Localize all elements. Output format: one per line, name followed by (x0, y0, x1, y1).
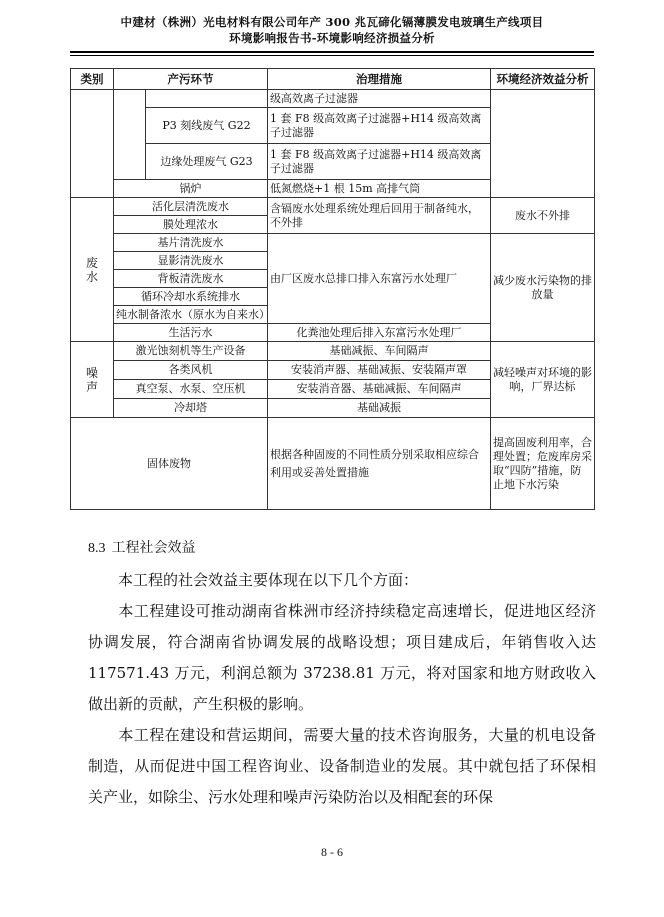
noise-category: 噪 声 (71, 342, 114, 418)
paragraph-text: 本工程建设可推动湖南省株洲市经济持续稳定高速增长，促进地区经济协调发展，符合湖南省协调发展的战略设想；项目建成后，年销售收入达 117571.43 万元，利润总额为 37238.81 万元，将对国家和地方财政收入做出新的贡献，产生积极的影响。 (88, 602, 596, 713)
paragraph (88, 565, 596, 596)
p3-measure: 1 套 F8 级高效离子过滤器+H14 级高效离子过滤器 (268, 108, 491, 144)
water-item: 纯水制备浓水（原水为自来水） (114, 306, 268, 324)
noise-item: 各类风机 (114, 361, 268, 380)
page-number: 8 - 6 (321, 845, 343, 859)
water-benefit-1: 废水不外排 (491, 198, 595, 234)
col-header-measure: 治理措施 (268, 69, 491, 90)
section-heading (88, 537, 196, 557)
table-row (71, 198, 595, 216)
table-row (71, 342, 595, 361)
header-rule-thin (70, 55, 594, 56)
table-row (71, 418, 595, 510)
water-measure-3: 化粪池处理后排入东富污水处理厂 (268, 324, 491, 342)
gas-measure-cont: 级高效离子过滤器 (268, 90, 491, 108)
noise-benefit: 减轻噪声对环境的影响，厂界达标 (491, 342, 595, 418)
header-rule (70, 51, 594, 53)
solid-waste-label: 固体废物 (71, 418, 268, 510)
water-benefit-2: 减少废水污染物的排放量 (491, 234, 595, 342)
gas-benefit-cell (491, 90, 595, 198)
water-item: 显影清洗废水 (114, 252, 268, 270)
paragraph-text: 本工程的社会效益主要体现在以下几个方面： (118, 571, 419, 589)
noise-measure: 基础减振 (268, 399, 491, 418)
p3-source: P3 刻线废气 G22 (146, 108, 268, 144)
water-measure-1: 含镉废水处理系统处理后回用于制备纯水，不外排 (268, 198, 491, 234)
noise-measure: 基础减振、车间隔声 (268, 342, 491, 361)
header-subtitle: 环境影响报告书-环境影响经济损益分析 (229, 31, 435, 45)
table-header-row (71, 69, 595, 90)
edge-source: 边缘处理废气 G23 (146, 144, 268, 180)
col-header-category: 类别 (71, 69, 114, 90)
paragraph (88, 720, 596, 813)
noise-item: 冷却塔 (114, 399, 268, 418)
water-item: 循环冷却水系统排水 (114, 288, 268, 306)
solid-waste-benefit: 提高固废利用率，合理处置；危废库房采取“四防”措施，防止地下水污染 (491, 418, 595, 510)
water-category: 废 水 (71, 198, 114, 342)
water-item: 生活污水 (114, 324, 268, 342)
gas-category-cell (71, 90, 114, 198)
page-header (70, 14, 594, 46)
header-title: 中建材（株洲）光电材料有限公司年产 300 兆瓦碲化镉薄膜发电玻璃生产线项目 (120, 15, 544, 29)
table-row (71, 90, 595, 108)
water-measure-2: 由厂区废水总排口排入东富污水处理厂 (268, 234, 491, 324)
section-title: 工程社会效益 (111, 540, 196, 556)
water-item: 膜处理浓水 (114, 216, 268, 234)
boiler-measure: 低氮燃烧+1 根 15m 高排气筒 (268, 180, 491, 198)
water-item: 基片清洗废水 (114, 234, 268, 252)
gas-subcategory-cell (114, 90, 146, 180)
noise-item: 激光蚀刻机等生产设备 (114, 342, 268, 361)
water-item: 活化层清洗废水 (114, 198, 268, 216)
gas-source-cont (146, 90, 268, 108)
paragraph-text: 本工程在建设和营运期间，需要大量的技术咨询服务，大量的机电设备制造，从而促进中国工程咨询业、设备制造业的发展。其中就包括了环保相关产业，如除尘、污水处理和噪声污染防治以及相配套的环保 (88, 726, 596, 806)
paragraph (88, 596, 596, 720)
water-item: 背板清洗废水 (114, 270, 268, 288)
col-header-source: 产污环节 (114, 69, 268, 90)
noise-measure: 安装消音器、基础减振、车间隔声 (268, 380, 491, 399)
pollution-control-table (70, 68, 595, 510)
section-number: 8.3 (88, 541, 106, 556)
table-row (71, 234, 595, 252)
boiler-source: 锅炉 (114, 180, 268, 198)
noise-item: 真空泵、水泵、空压机 (114, 380, 268, 399)
col-header-benefit: 环境经济效益分析 (491, 69, 595, 90)
solid-waste-measure: 根据各种固废的不同性质分别采取相应综合利用或妥善处置措施 (268, 418, 491, 510)
noise-measure: 安装消声器、基础减振、安装隔声罩 (268, 361, 491, 380)
edge-measure: 1 套 F8 级高效离子过滤器+H14 级高效离子过滤器 (268, 144, 491, 180)
